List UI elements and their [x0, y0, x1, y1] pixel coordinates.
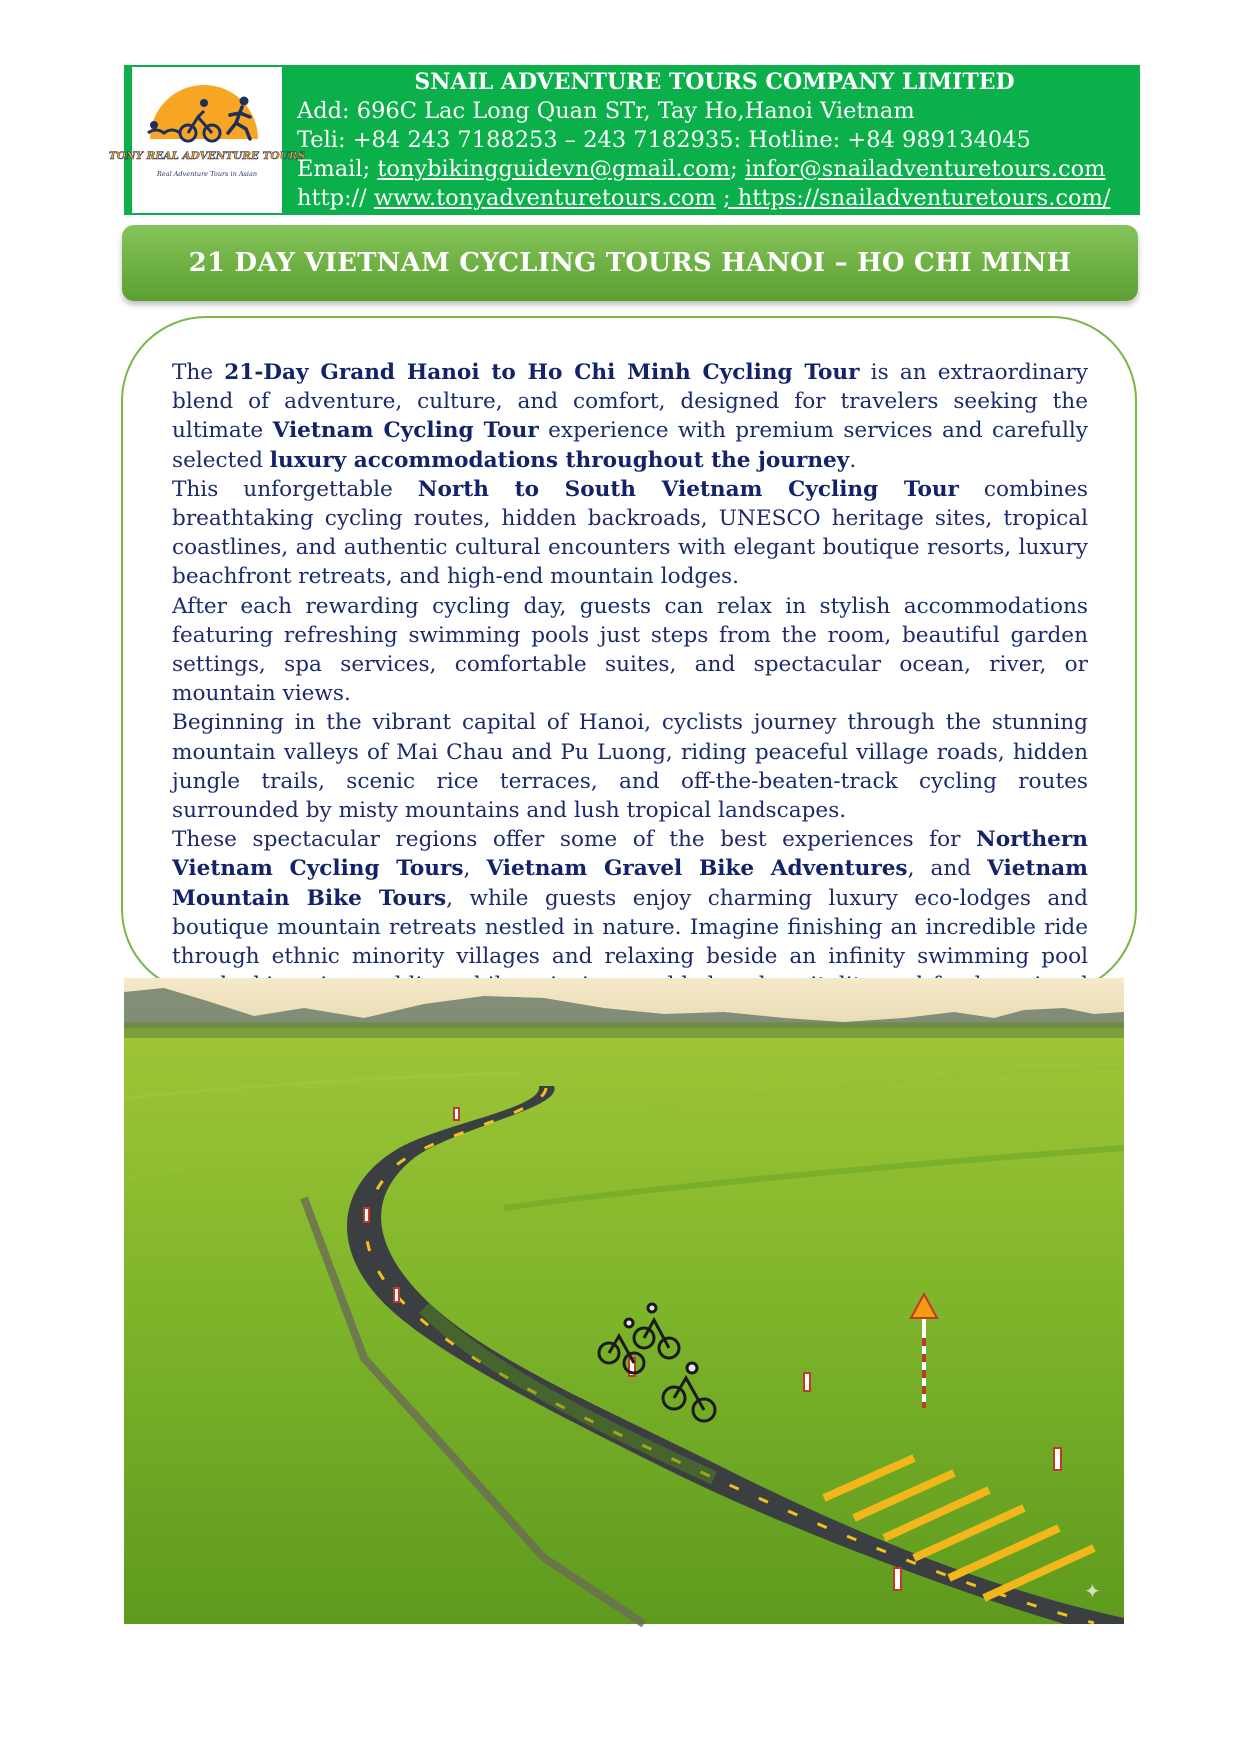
- website-link-1[interactable]: www.tonyadventuretours.com: [373, 185, 716, 211]
- text-run: , and: [907, 856, 988, 882]
- website-line: [297, 184, 1132, 213]
- address-line: Add: 696C Lac Long Quan STr, Tay Ho,Hanoi Vietnam: [297, 98, 915, 124]
- bold-run: North to South Vietnam Cycling Tour: [417, 476, 959, 502]
- company-logo: [108, 67, 306, 213]
- bold-run: Vietnam Cycling Tour: [272, 418, 539, 444]
- logo-tagline: Real Adventure Tours in Asian: [156, 170, 258, 178]
- page-title: 21 DAY VIETNAM CYCLING TOURS HANOI – HO CHI MINH: [188, 248, 1072, 278]
- text-run: , while guests enjoy charming luxury eco-lodges and boutique mountain retreats nestled in nature. Imagine finishing an incredible ride through ethnic minority villages and relaxing beside an infinity swimming pool: [172, 885, 1088, 970]
- runner-icon: [240, 97, 249, 106]
- web-separator: [716, 185, 723, 211]
- web-prefix: http://: [297, 185, 374, 211]
- logo-graphic: [108, 67, 306, 213]
- title-banner: [122, 225, 1138, 301]
- bold-run: Northern Vietnam Cycling Tours: [172, 827, 1088, 882]
- text-run: This unforgettable: [172, 476, 418, 502]
- bold-run: 21-Day Grand Hanoi to Ho Chi Minh Cycling Tour: [224, 360, 860, 385]
- intro-paragraph-3: After each rewarding cycling day, guests can relax in stylish accommodations featuring refreshing swimming pools just steps from the room, beautiful garden settings, spa services, comfortable suites, and spectacular ocean, river, or mountain views.: [172, 593, 1088, 707]
- text-run: The: [172, 360, 225, 385]
- text-run: .: [849, 447, 857, 473]
- intro-paragraph-1: [172, 358, 1088, 475]
- sparkle-icon: ✦: [1084, 1579, 1101, 1603]
- intro-paragraph-2: [172, 475, 1088, 592]
- email-line: [297, 155, 1132, 184]
- intro-paragraph-4: Beginning in the vibrant capital of Hanoi, cyclists journey through the stunning mountain valleys of Mai Chau and Pu Luong, riding peaceful village roads, hidden jungle trails, scenic rice terraces, and off-the-beaten-track cycling routes surrounded by misty mountains and lush tropical landscapes.: [172, 710, 1088, 824]
- intro-panel: [121, 316, 1137, 994]
- company-name: SNAIL ADVENTURE TOURS COMPANY LIMITED: [414, 69, 1015, 95]
- email-link-1[interactable]: tonybikingguidevn@gmail.com: [377, 156, 731, 182]
- rice-field-road-illustration: [124, 978, 1124, 1624]
- text-run: experience with premium services and carefully selected: [172, 418, 1088, 473]
- cycling-photo: [124, 978, 1124, 1624]
- intro-text: [172, 358, 1088, 970]
- contact-block: [297, 65, 1132, 213]
- text-run: combines breathtaking cycling routes, hidden backroads, UNESCO heritage sites, tropical coastlines, and authentic cultural encounters with elegant boutique resorts, luxury beachfront retreats, and high-end mountain lodges.: [172, 476, 1088, 590]
- text-run: is an extraordinary blend of adventure, culture, and comfort, designed for travelers seeking the ultimate: [172, 360, 1088, 444]
- text-run: These spectacular regions offer some of the best experiences for: [172, 827, 976, 853]
- phone-line: Teli: +84 243 7188253 – 243 7182935: Hotline: +84 989134045: [297, 127, 1031, 153]
- bold-run: Vietnam Gravel Bike Adventures: [486, 856, 908, 882]
- bold-run: Vietnam Mountain Bike Tours: [172, 856, 1088, 911]
- email-separator: ;: [730, 156, 745, 182]
- logo-name: TONY REAL ADVENTURE TOURS: [108, 150, 306, 162]
- bold-run: luxury accommodations throughout the journey: [269, 447, 850, 473]
- email-prefix: Email;: [297, 156, 378, 182]
- text-run: ,: [463, 856, 487, 882]
- email-link-2[interactable]: infor@snailadventuretours.com: [744, 156, 1106, 182]
- website-link-2[interactable]: ; https://snailadventuretours.com/: [723, 185, 1111, 211]
- header-banner: [108, 65, 1140, 215]
